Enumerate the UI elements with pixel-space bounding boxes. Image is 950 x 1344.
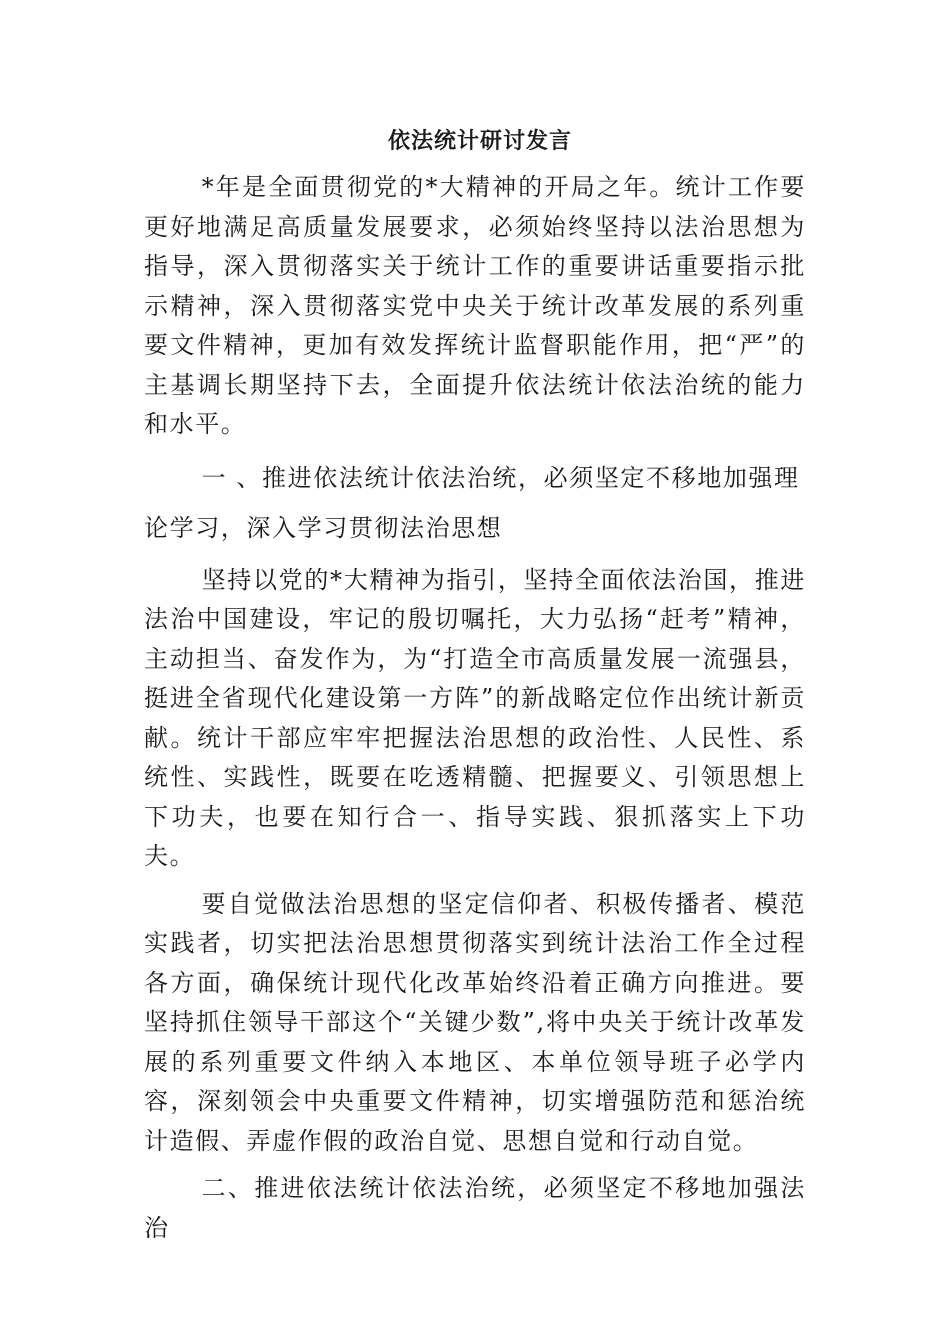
document-title: 依法统计研讨发言 (387, 128, 572, 154)
spacer (144, 445, 806, 453)
document-page (144, 118, 806, 1248)
section-2-heading: 二、推进依法统计依法治统，必须坚定不移地加强法治 (144, 1174, 806, 1242)
spacer (144, 553, 806, 561)
section-1-heading: 一 、推进依法统计依法治统，必须坚定不移地加强理论学习，深入学习贯彻法治思想 (144, 463, 800, 542)
spacer (144, 877, 806, 885)
section-1-paragraph-1: 坚持以党的*大精神为指引，坚持全面依法治国，推进法治中国建设，牢记的殷切嘱托，大力弘扬“赶考”精神，主动担当、奋发作为，为“打造全市高质量发展一流强县，挺进全省现代化建设第一方阵”的新战略定位作出统计新贡献。统计干部应牢牢把握法治思想的政治性、人民性、系统性、实践性，既要在吃透精髓、把握要义、引领思想上下功夫，也要在知行合一、指导实践、狠抓落实上下功夫。 (144, 565, 806, 870)
spacer (144, 1161, 806, 1169)
section-1-paragraph-2: 要自觉做法治思想的坚定信仰者、积极传播者、模范实践者，切实把法治思想贯彻落实到统计法治工作全过程各方面，确保统计现代化改革始终沿着正确方向推进。要坚持抓住领导干部这个“关键少数”,将中央关于统计改革发展的系列重要文件纳入本地区、本单位领导班子必学内容，深刻领会中央重要文件精神，切实增强防范和惩治统计造假、弄虚作假的政治自觉、思想自觉和行动自觉。 (144, 889, 806, 1155)
intro-paragraph: *年是全面贯彻党的*大精神的开局之年。统计工作要更好地满足高质量发展要求，必须始终坚持以法治思想为指导，深入贯彻落实关于统计工作的重要讲话重要指示批示精神，深入贯彻落实党中央关于统计改革发展的系列重要文件精神，更加有效发挥统计监督职能作用，把“严”的主基调长期坚持下去，全面提升依法统计依法治统的能力和水平。 (144, 173, 806, 438)
